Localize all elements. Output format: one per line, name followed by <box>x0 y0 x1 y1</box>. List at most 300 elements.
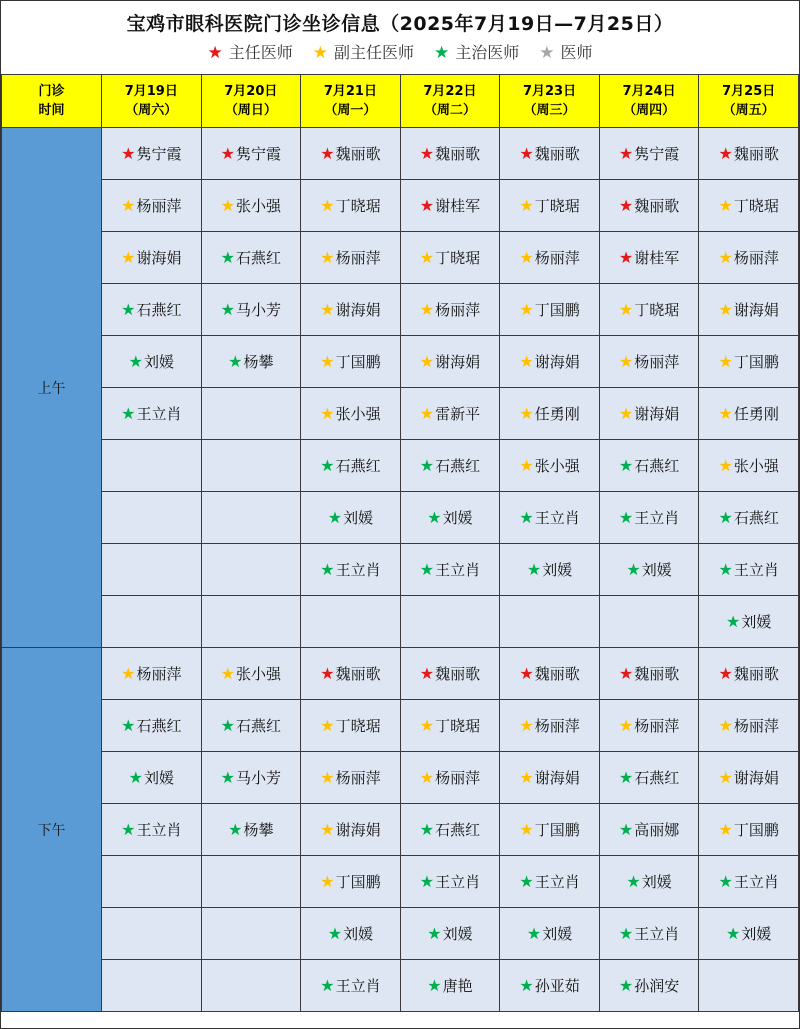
doctor-name: 谢海娟 <box>733 301 779 319</box>
doctor-name: 张小强 <box>733 457 779 475</box>
doctor-name: 刘媛 <box>343 925 374 943</box>
doctor-cell <box>500 492 600 544</box>
star-icon: ★ <box>419 196 435 215</box>
doctor-cell <box>102 804 202 856</box>
star-icon: ★ <box>718 820 733 839</box>
star-icon: ★ <box>718 300 733 319</box>
doctor-cell <box>699 492 799 544</box>
doctor-cell <box>301 180 401 232</box>
star-icon: ★ <box>618 508 634 527</box>
star-icon: ★ <box>519 456 534 475</box>
header <box>1 1 799 74</box>
star-icon: ★ <box>121 404 136 423</box>
legend-item <box>539 40 592 63</box>
doctor-name: 刘媛 <box>741 613 772 631</box>
doctor-cell <box>599 284 699 336</box>
doctor-name: 丁晓琚 <box>335 197 381 215</box>
doctor-name: 张小强 <box>335 405 381 423</box>
star-icon: ★ <box>718 196 733 215</box>
doctor-cell <box>500 180 600 232</box>
star-icon: ★ <box>427 924 442 943</box>
table-row <box>2 804 799 856</box>
doctor-cell <box>699 388 799 440</box>
doctor-name: 王立肖 <box>335 977 381 995</box>
day-weekday: （周一） <box>324 103 377 118</box>
day-date: 7月25日 <box>722 84 776 99</box>
doctor-name: 魏丽歌 <box>435 665 481 683</box>
star-icon: ★ <box>618 144 634 163</box>
star-icon: ★ <box>618 820 634 839</box>
doctor-cell <box>500 336 600 388</box>
doctor-name: 魏丽歌 <box>733 665 779 683</box>
doctor-cell <box>400 596 500 648</box>
star-icon: ★ <box>726 924 741 943</box>
day-weekday: （周二） <box>423 103 476 118</box>
star-icon: ★ <box>228 820 243 839</box>
star-icon: ★ <box>220 300 235 319</box>
day-header <box>201 75 301 128</box>
doctor-name: 石燕红 <box>634 769 680 787</box>
star-icon: ★ <box>320 664 335 683</box>
doctor-name: 马小芳 <box>236 301 282 319</box>
page-title: 宝鸡市眼科医院门诊坐诊信息（2025年7月19日—7月25日） <box>126 13 674 35</box>
doctor-name: 魏丽歌 <box>335 145 381 163</box>
doctor-name: 谢海娟 <box>435 353 481 371</box>
star-icon: ★ <box>207 43 223 63</box>
doctor-name: 杨丽萍 <box>733 717 779 735</box>
doctor-name: 谢海娟 <box>136 249 182 267</box>
doctor-name: 任勇刚 <box>534 405 580 423</box>
doctor-name: 杨丽萍 <box>733 249 779 267</box>
doctor-cell <box>400 856 500 908</box>
doctor-name: 杨丽萍 <box>534 249 580 267</box>
star-icon: ★ <box>128 768 143 787</box>
star-icon: ★ <box>128 352 143 371</box>
star-icon: ★ <box>618 196 634 215</box>
day-header <box>699 75 799 128</box>
star-icon: ★ <box>327 924 343 943</box>
doctor-cell <box>500 856 600 908</box>
doctor-name: 石燕红 <box>136 301 182 319</box>
star-icon: ★ <box>718 560 733 579</box>
doctor-name: 丁国鹏 <box>335 873 381 891</box>
doctor-name: 魏丽歌 <box>534 665 580 683</box>
doctor-cell <box>699 544 799 596</box>
table-row <box>2 492 799 544</box>
star-icon: ★ <box>320 820 335 839</box>
table-row <box>2 388 799 440</box>
star-icon: ★ <box>626 872 641 891</box>
doctor-name: 王立肖 <box>733 873 779 891</box>
doctor-cell <box>201 440 301 492</box>
star-icon: ★ <box>121 300 136 319</box>
doctor-name: 马小芳 <box>236 769 282 787</box>
doctor-cell <box>599 700 699 752</box>
doctor-name: 隽宁霞 <box>236 145 282 163</box>
doctor-cell <box>500 544 600 596</box>
star-icon: ★ <box>320 872 335 891</box>
doctor-cell <box>400 232 500 284</box>
doctor-cell <box>500 700 600 752</box>
doctor-cell <box>599 180 699 232</box>
doctor-cell <box>400 388 500 440</box>
star-icon: ★ <box>519 404 534 423</box>
star-icon: ★ <box>220 664 235 683</box>
doctor-name: 谢桂军 <box>435 197 481 215</box>
doctor-cell <box>201 752 301 804</box>
table-row <box>2 700 799 752</box>
star-icon: ★ <box>121 144 136 163</box>
star-icon: ★ <box>718 768 733 787</box>
doctor-name: 丁国鹏 <box>733 821 779 839</box>
doctor-name: 杨丽萍 <box>534 717 580 735</box>
star-icon: ★ <box>419 456 435 475</box>
doctor-cell <box>699 648 799 700</box>
star-icon: ★ <box>320 976 335 995</box>
doctor-name: 魏丽歌 <box>534 145 580 163</box>
doctor-name: 张小强 <box>534 457 580 475</box>
star-icon: ★ <box>121 820 136 839</box>
doctor-cell <box>599 544 699 596</box>
doctor-cell <box>301 388 401 440</box>
doctor-name: 魏丽歌 <box>634 197 680 215</box>
doctor-cell <box>102 908 202 960</box>
doctor-name: 唐艳 <box>442 977 473 995</box>
star-icon: ★ <box>121 196 136 215</box>
doctor-cell <box>102 544 202 596</box>
star-icon: ★ <box>419 664 435 683</box>
doctor-name: 雷新平 <box>435 405 481 423</box>
doctor-cell <box>699 128 799 180</box>
star-icon: ★ <box>427 508 442 527</box>
doctor-cell <box>699 336 799 388</box>
doctor-cell <box>201 908 301 960</box>
doctor-name: 魏丽歌 <box>435 145 481 163</box>
doctor-cell <box>301 596 401 648</box>
star-icon: ★ <box>434 43 450 63</box>
doctor-cell <box>599 804 699 856</box>
doctor-cell <box>102 700 202 752</box>
day-date: 7月24日 <box>622 84 676 99</box>
doctor-cell <box>599 232 699 284</box>
doctor-name: 孙亚茹 <box>534 977 580 995</box>
star-icon: ★ <box>228 352 243 371</box>
star-icon: ★ <box>121 664 136 683</box>
doctor-name: 刘媛 <box>442 925 473 943</box>
star-icon: ★ <box>320 768 335 787</box>
day-date: 7月19日 <box>124 84 178 99</box>
schedule-table <box>1 74 799 1012</box>
doctor-cell <box>400 960 500 1012</box>
star-icon: ★ <box>618 768 634 787</box>
star-icon: ★ <box>526 924 542 943</box>
doctor-name: 谢海娟 <box>534 353 580 371</box>
star-icon: ★ <box>718 404 733 423</box>
doctor-cell <box>201 388 301 440</box>
doctor-name: 王立肖 <box>534 509 580 527</box>
star-icon: ★ <box>526 560 542 579</box>
doctor-name: 杨丽萍 <box>435 769 481 787</box>
day-header <box>301 75 401 128</box>
doctor-name: 丁晓琚 <box>634 301 680 319</box>
star-icon: ★ <box>220 196 235 215</box>
doctor-name: 杨丽萍 <box>435 301 481 319</box>
doctor-name: 刘媛 <box>442 509 473 527</box>
doctor-name: 王立肖 <box>136 821 182 839</box>
doctor-cell <box>400 128 500 180</box>
doctor-cell <box>102 856 202 908</box>
legend-label: 副主任医师 <box>333 43 414 62</box>
doctor-cell <box>500 284 600 336</box>
doctor-cell <box>500 232 600 284</box>
star-icon: ★ <box>220 248 235 267</box>
doctor-name: 丁晓琚 <box>534 197 580 215</box>
doctor-cell <box>201 856 301 908</box>
doctor-cell <box>201 544 301 596</box>
star-icon: ★ <box>220 716 235 735</box>
session-label: 下午 <box>2 648 102 1012</box>
star-icon: ★ <box>519 144 534 163</box>
doctor-name: 杨攀 <box>243 821 274 839</box>
doctor-cell <box>102 128 202 180</box>
doctor-name: 王立肖 <box>634 925 680 943</box>
table-row <box>2 752 799 804</box>
star-icon: ★ <box>718 144 733 163</box>
star-icon: ★ <box>419 352 435 371</box>
table-row <box>2 908 799 960</box>
doctor-cell <box>301 856 401 908</box>
doctor-name: 王立肖 <box>733 561 779 579</box>
day-weekday: （周三） <box>523 103 576 118</box>
doctor-name: 王立肖 <box>534 873 580 891</box>
doctor-name: 丁国鹏 <box>534 821 580 839</box>
doctor-cell <box>699 752 799 804</box>
star-icon: ★ <box>718 508 733 527</box>
star-icon: ★ <box>220 144 235 163</box>
star-icon: ★ <box>320 716 335 735</box>
doctor-cell <box>201 284 301 336</box>
doctor-name: 刘媛 <box>641 873 672 891</box>
doctor-cell <box>102 284 202 336</box>
star-icon: ★ <box>419 248 435 267</box>
star-icon: ★ <box>618 716 634 735</box>
doctor-name: 王立肖 <box>634 509 680 527</box>
star-icon: ★ <box>519 196 534 215</box>
doctor-cell <box>201 232 301 284</box>
doctor-cell <box>301 700 401 752</box>
star-icon: ★ <box>427 976 442 995</box>
star-icon: ★ <box>327 508 343 527</box>
day-date: 7月22日 <box>423 84 477 99</box>
legend <box>1 40 799 63</box>
star-icon: ★ <box>220 768 235 787</box>
doctor-cell <box>102 752 202 804</box>
doctor-cell <box>699 596 799 648</box>
doctor-cell <box>699 440 799 492</box>
doctor-name: 谢海娟 <box>534 769 580 787</box>
star-icon: ★ <box>718 716 733 735</box>
doctor-cell <box>500 960 600 1012</box>
doctor-name: 张小强 <box>236 665 282 683</box>
day-weekday: （周日） <box>224 103 277 118</box>
doctor-cell <box>102 336 202 388</box>
table-row <box>2 440 799 492</box>
doctor-name: 石燕红 <box>435 821 481 839</box>
doctor-name: 丁晓琚 <box>335 717 381 735</box>
star-icon: ★ <box>312 43 328 63</box>
doctor-name: 刘媛 <box>143 353 174 371</box>
doctor-cell <box>400 908 500 960</box>
doctor-cell <box>400 336 500 388</box>
doctor-name: 王立肖 <box>435 561 481 579</box>
doctor-cell <box>201 700 301 752</box>
doctor-cell <box>599 128 699 180</box>
star-icon: ★ <box>618 352 634 371</box>
star-icon: ★ <box>618 456 634 475</box>
doctor-cell <box>102 960 202 1012</box>
star-icon: ★ <box>519 716 534 735</box>
star-icon: ★ <box>618 248 634 267</box>
star-icon: ★ <box>320 456 335 475</box>
doctor-name: 杨丽萍 <box>634 353 680 371</box>
doctor-name: 隽宁霞 <box>634 145 680 163</box>
star-icon: ★ <box>419 300 435 319</box>
table-row <box>2 648 799 700</box>
star-icon: ★ <box>419 404 435 423</box>
doctor-cell <box>699 856 799 908</box>
legend-label: 医师 <box>560 43 593 62</box>
doctor-name: 石燕红 <box>236 717 282 735</box>
doctor-name: 王立肖 <box>136 405 182 423</box>
doctor-cell <box>400 492 500 544</box>
doctor-cell <box>699 960 799 1012</box>
table-row <box>2 180 799 232</box>
session-label: 上午 <box>2 128 102 648</box>
day-header <box>500 75 600 128</box>
day-date: 7月20日 <box>224 84 278 99</box>
doctor-name: 石燕红 <box>136 717 182 735</box>
star-icon: ★ <box>320 196 335 215</box>
doctor-name: 魏丽歌 <box>634 665 680 683</box>
doctor-cell <box>699 700 799 752</box>
doctor-cell <box>201 336 301 388</box>
doctor-cell <box>500 596 600 648</box>
star-icon: ★ <box>519 664 534 683</box>
doctor-cell <box>201 180 301 232</box>
doctor-name: 杨丽萍 <box>335 769 381 787</box>
table-row <box>2 544 799 596</box>
doctor-cell <box>699 908 799 960</box>
doctor-cell <box>400 284 500 336</box>
doctor-cell <box>201 648 301 700</box>
star-icon: ★ <box>419 144 435 163</box>
star-icon: ★ <box>419 560 435 579</box>
doctor-cell <box>102 232 202 284</box>
doctor-name: 杨攀 <box>243 353 274 371</box>
doctor-cell <box>301 440 401 492</box>
doctor-name: 张小强 <box>236 197 282 215</box>
doctor-name: 丁国鹏 <box>534 301 580 319</box>
doctor-cell <box>699 284 799 336</box>
doctor-cell <box>301 804 401 856</box>
doctor-cell <box>301 284 401 336</box>
doctor-cell <box>102 388 202 440</box>
day-weekday: （周六） <box>125 103 178 118</box>
doctor-name: 杨丽萍 <box>136 197 182 215</box>
legend-label: 主任医师 <box>228 43 293 62</box>
doctor-cell <box>102 596 202 648</box>
star-icon: ★ <box>618 924 634 943</box>
table-row <box>2 232 799 284</box>
doctor-cell <box>301 232 401 284</box>
star-icon: ★ <box>618 976 634 995</box>
doctor-cell <box>400 700 500 752</box>
table-row <box>2 128 799 180</box>
doctor-name: 石燕红 <box>733 509 779 527</box>
doctor-cell <box>301 908 401 960</box>
doctor-cell <box>201 128 301 180</box>
star-icon: ★ <box>718 248 733 267</box>
table-row <box>2 960 799 1012</box>
star-icon: ★ <box>718 872 733 891</box>
star-icon: ★ <box>618 404 634 423</box>
doctor-cell <box>102 648 202 700</box>
doctor-cell <box>599 336 699 388</box>
doctor-cell <box>599 960 699 1012</box>
doctor-cell <box>400 544 500 596</box>
doctor-cell <box>301 128 401 180</box>
star-icon: ★ <box>519 352 534 371</box>
doctor-cell <box>599 908 699 960</box>
doctor-name: 丁国鹏 <box>733 353 779 371</box>
doctor-name: 谢海娟 <box>634 405 680 423</box>
doctor-name: 石燕红 <box>634 457 680 475</box>
table-row <box>2 596 799 648</box>
star-icon: ★ <box>320 560 335 579</box>
doctor-name: 谢海娟 <box>733 769 779 787</box>
legend-item <box>207 40 292 63</box>
legend-label: 主治医师 <box>455 43 520 62</box>
star-icon: ★ <box>121 248 136 267</box>
star-icon: ★ <box>718 456 733 475</box>
doctor-name: 杨丽萍 <box>136 665 182 683</box>
day-header <box>102 75 202 128</box>
star-icon: ★ <box>320 352 335 371</box>
doctor-cell <box>500 752 600 804</box>
star-icon: ★ <box>320 248 335 267</box>
doctor-name: 石燕红 <box>335 457 381 475</box>
doctor-name: 石燕红 <box>236 249 282 267</box>
doctor-cell <box>301 492 401 544</box>
doctor-cell <box>599 492 699 544</box>
star-icon: ★ <box>718 352 733 371</box>
table-row <box>2 336 799 388</box>
star-icon: ★ <box>519 872 534 891</box>
doctor-cell <box>201 596 301 648</box>
doctor-cell <box>400 440 500 492</box>
doctor-name: 谢桂军 <box>634 249 680 267</box>
star-icon: ★ <box>320 404 335 423</box>
table-row <box>2 856 799 908</box>
doctor-name: 刘媛 <box>542 925 573 943</box>
star-icon: ★ <box>419 716 435 735</box>
doctor-cell <box>699 180 799 232</box>
doctor-cell <box>699 804 799 856</box>
doctor-name: 谢海娟 <box>335 821 381 839</box>
doctor-cell <box>301 752 401 804</box>
star-icon: ★ <box>718 664 733 683</box>
doctor-name: 石燕红 <box>435 457 481 475</box>
